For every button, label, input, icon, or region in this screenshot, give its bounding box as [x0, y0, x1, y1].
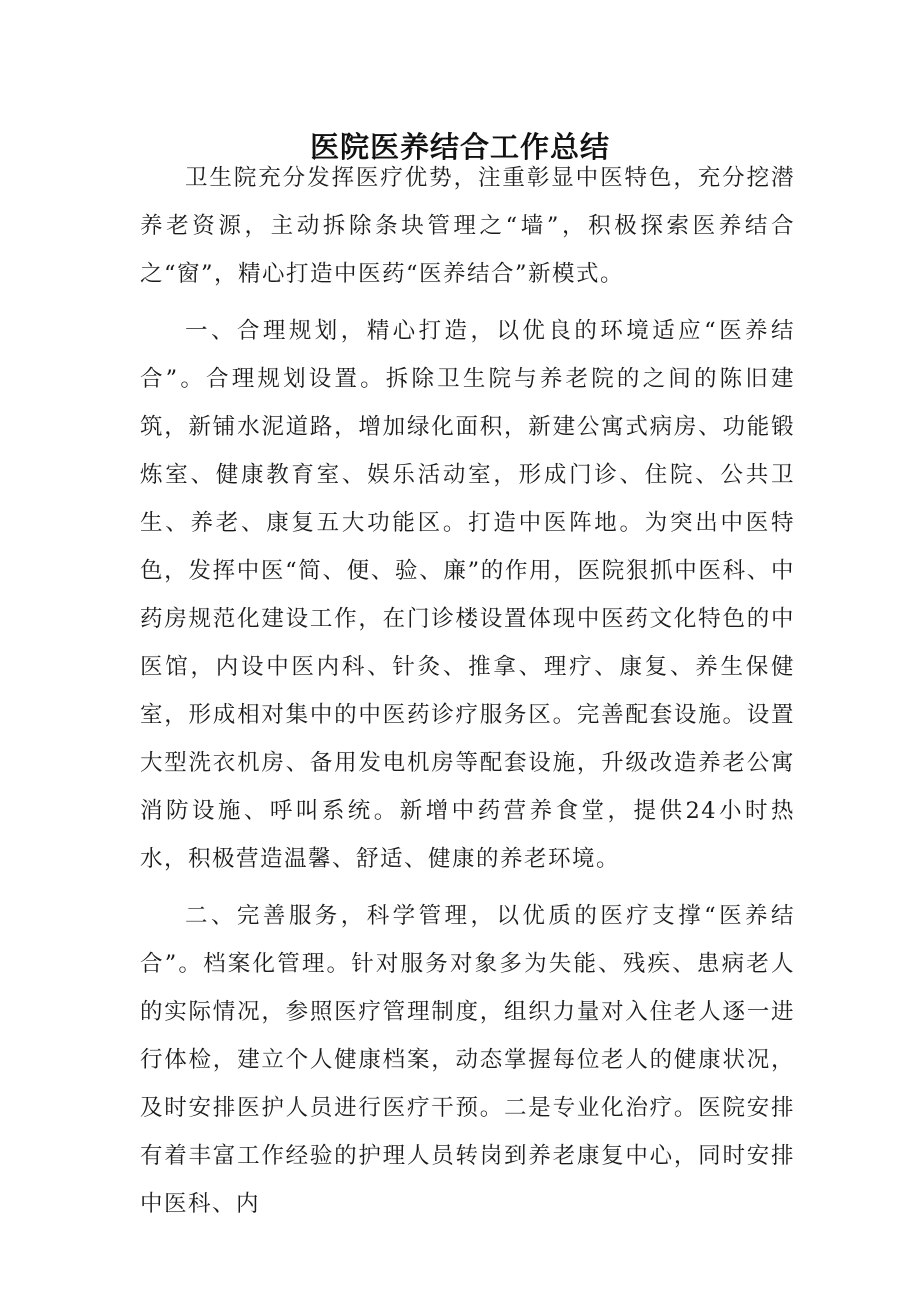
paragraph-section-two: 二、完善服务，科学管理，以优质的医疗支撑“医养结合”。档案化管理。针对服务对象多为失能、残疾、患病老人的实际情况，参照医疗管理制度，组织力量对入住老人逐一进行体检，建立个人健康档案，动态掌握每位老人的健康状况，及时安排医护人员进行医疗干预。二是专业化治疗。医院安排有着丰富工作经验的护理人员转岗到养老康复中心，同时安排中医科、内: [140, 903, 795, 1217]
document-body: [140, 154, 795, 1228]
document-title: 医院医养结合工作总结: [309, 130, 610, 165]
paragraph-section-one: 一、合理规划，精心打造，以优良的环境适应“医养结合”。合理规划设置。拆除卫生院与养老院的之间的陈旧建筑，新铺水泥道路，增加绿化面积，新建公寓式病房、功能锻炼室、健康教育室、娱乐活动室，形成门诊、住院、公共卫生、养老、康复五大功能区。打造中医阵地。为突出中医特色，发挥中医“简、便、验、廉”的作用，医院狠抓中医科、中药房规范化建设工作，在门诊楼设置体现中医药文化特色的中医馆，内设中医内科、针灸、推拿、理疗、康复、养生保健室，形成相对集中的中医药诊疗服务区。完善配套设施。设置大型洗衣机房、备用发电机房等配套设施，升级改造养老公寓消防设施、呼叫系统。新增中药营养食堂，提供24小时热水，积极营造温馨、舒适、健康的养老环境。: [140, 318, 795, 872]
paragraph-intro: 卫生院充分发挥医疗优势，注重彰显中医特色，充分挖潜养老资源，主动拆除条块管理之“墙”，积极探索医养结合之“窗”，精心打造中医药“医养结合”新模式。: [140, 165, 795, 287]
